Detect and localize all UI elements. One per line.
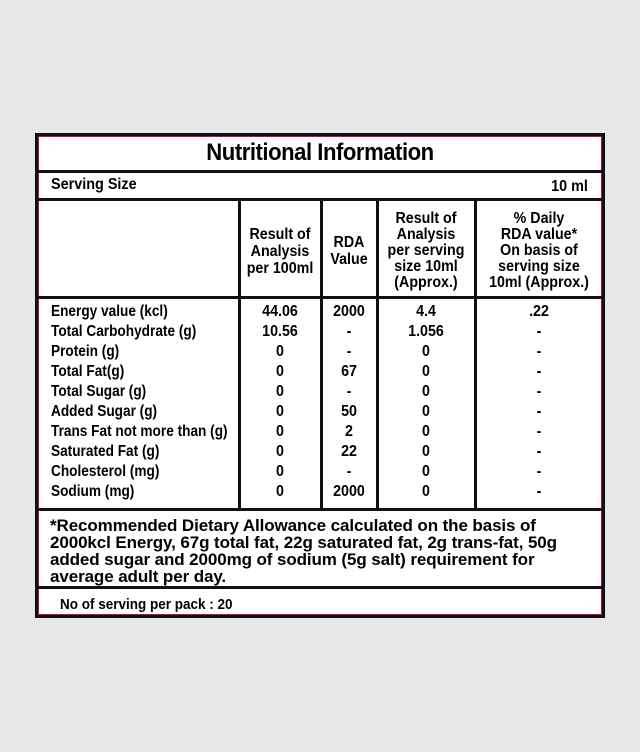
nutrient-serving: 0 bbox=[422, 443, 430, 460]
nutrient-rda: 2000 bbox=[333, 483, 365, 500]
nutrient-serving: 0 bbox=[422, 403, 430, 420]
nutrient-rda: - bbox=[346, 343, 352, 360]
nutrient-name: Cholesterol (mg) bbox=[51, 463, 160, 480]
rda-footnote: *Recommended Dietary Allowance calculated on the basis of 2000kcl Energy, 67g total fat, 22g saturated fat, 2g trans-fat, 50g added sugar and 2000mg of sodium (5g salt) requirement for average adult per day. bbox=[50, 516, 557, 586]
column-header-daily-rda: % Daily RDA value* On basis of serving size 10ml (Approx.) bbox=[489, 210, 589, 291]
table-row bbox=[38, 303, 602, 323]
nutrient-pct: - bbox=[536, 363, 542, 380]
nutrient-serving: 0 bbox=[422, 343, 430, 360]
nutrient-per100: 0 bbox=[276, 343, 284, 360]
nutrient-rda: - bbox=[346, 463, 352, 480]
divider bbox=[38, 586, 602, 589]
nutrient-serving: 0 bbox=[422, 463, 430, 480]
nutrient-name: Trans Fat not more than (g) bbox=[51, 423, 228, 440]
nutrient-per100: 44.06 bbox=[262, 303, 298, 320]
table-row bbox=[38, 343, 602, 363]
nutrient-rda: 50 bbox=[341, 403, 357, 420]
table-row bbox=[38, 443, 602, 463]
nutrient-rda: 22 bbox=[341, 443, 357, 460]
nutrient-pct: - bbox=[536, 423, 542, 440]
nutrient-name: Added Sugar (g) bbox=[51, 403, 158, 420]
nutrient-serving: 0 bbox=[422, 483, 430, 500]
nutrient-pct: - bbox=[536, 343, 542, 360]
servings-per-pack: No of serving per pack : 20 bbox=[60, 596, 233, 613]
nutrient-name: Total Carbohydrate (g) bbox=[51, 323, 197, 340]
nutrient-pct: - bbox=[536, 383, 542, 400]
nutrient-name: Sodium (mg) bbox=[51, 483, 135, 500]
nutrient-pct: - bbox=[536, 323, 542, 340]
nutrient-name: Energy value (kcl) bbox=[51, 303, 168, 320]
column-header-rda: RDA Value bbox=[330, 234, 368, 268]
nutrient-pct: - bbox=[536, 443, 542, 460]
nutrient-rda: 2000 bbox=[333, 303, 365, 320]
nutrient-per100: 0 bbox=[276, 463, 284, 480]
nutrient-pct: - bbox=[536, 483, 542, 500]
nutrient-name: Total Fat(g) bbox=[51, 363, 125, 380]
label-title: Nutritional Information bbox=[206, 139, 434, 166]
nutrient-serving: 1.056 bbox=[408, 323, 444, 340]
table-row bbox=[38, 423, 602, 443]
nutrient-name: Protein (g) bbox=[51, 343, 120, 360]
nutrient-pct: - bbox=[536, 403, 542, 420]
nutrient-per100: 0 bbox=[276, 363, 284, 380]
column-header-per100: Result of Analysis per 100ml bbox=[246, 225, 314, 277]
nutrient-rda: 67 bbox=[341, 363, 357, 380]
nutrient-rda: 2 bbox=[345, 423, 353, 440]
table-row bbox=[38, 363, 602, 383]
nutrient-per100: 0 bbox=[276, 423, 284, 440]
nutrient-serving: 4.4 bbox=[416, 303, 436, 320]
table-row bbox=[38, 463, 602, 483]
nutrient-serving: 0 bbox=[422, 423, 430, 440]
nutrient-serving: 0 bbox=[422, 363, 430, 380]
table-row bbox=[38, 383, 602, 403]
serving-size-value: 10 ml bbox=[551, 178, 588, 195]
table-row bbox=[38, 483, 602, 503]
divider bbox=[38, 170, 602, 173]
nutrient-name: Total Sugar (g) bbox=[51, 383, 147, 400]
serving-size-label: Serving Size bbox=[51, 176, 137, 193]
nutrient-per100: 0 bbox=[276, 383, 284, 400]
column-header-per-serving: Result of Analysis per serving size 10ml (Approx.) bbox=[387, 210, 465, 291]
nutrient-rda: - bbox=[346, 323, 352, 340]
divider bbox=[38, 296, 602, 299]
nutrient-name: Saturated Fat (g) bbox=[51, 443, 160, 460]
nutrient-per100: 10.56 bbox=[262, 323, 298, 340]
nutrient-pct: .22 bbox=[529, 303, 549, 320]
nutrient-per100: 0 bbox=[276, 443, 284, 460]
nutrient-pct: - bbox=[536, 463, 542, 480]
nutrient-serving: 0 bbox=[422, 383, 430, 400]
nutrient-per100: 0 bbox=[276, 403, 284, 420]
nutrient-per100: 0 bbox=[276, 483, 284, 500]
nutrient-rda: - bbox=[346, 383, 352, 400]
table-row bbox=[38, 403, 602, 423]
nutrition-label bbox=[35, 133, 605, 618]
table-row bbox=[38, 323, 602, 343]
divider bbox=[38, 508, 602, 511]
